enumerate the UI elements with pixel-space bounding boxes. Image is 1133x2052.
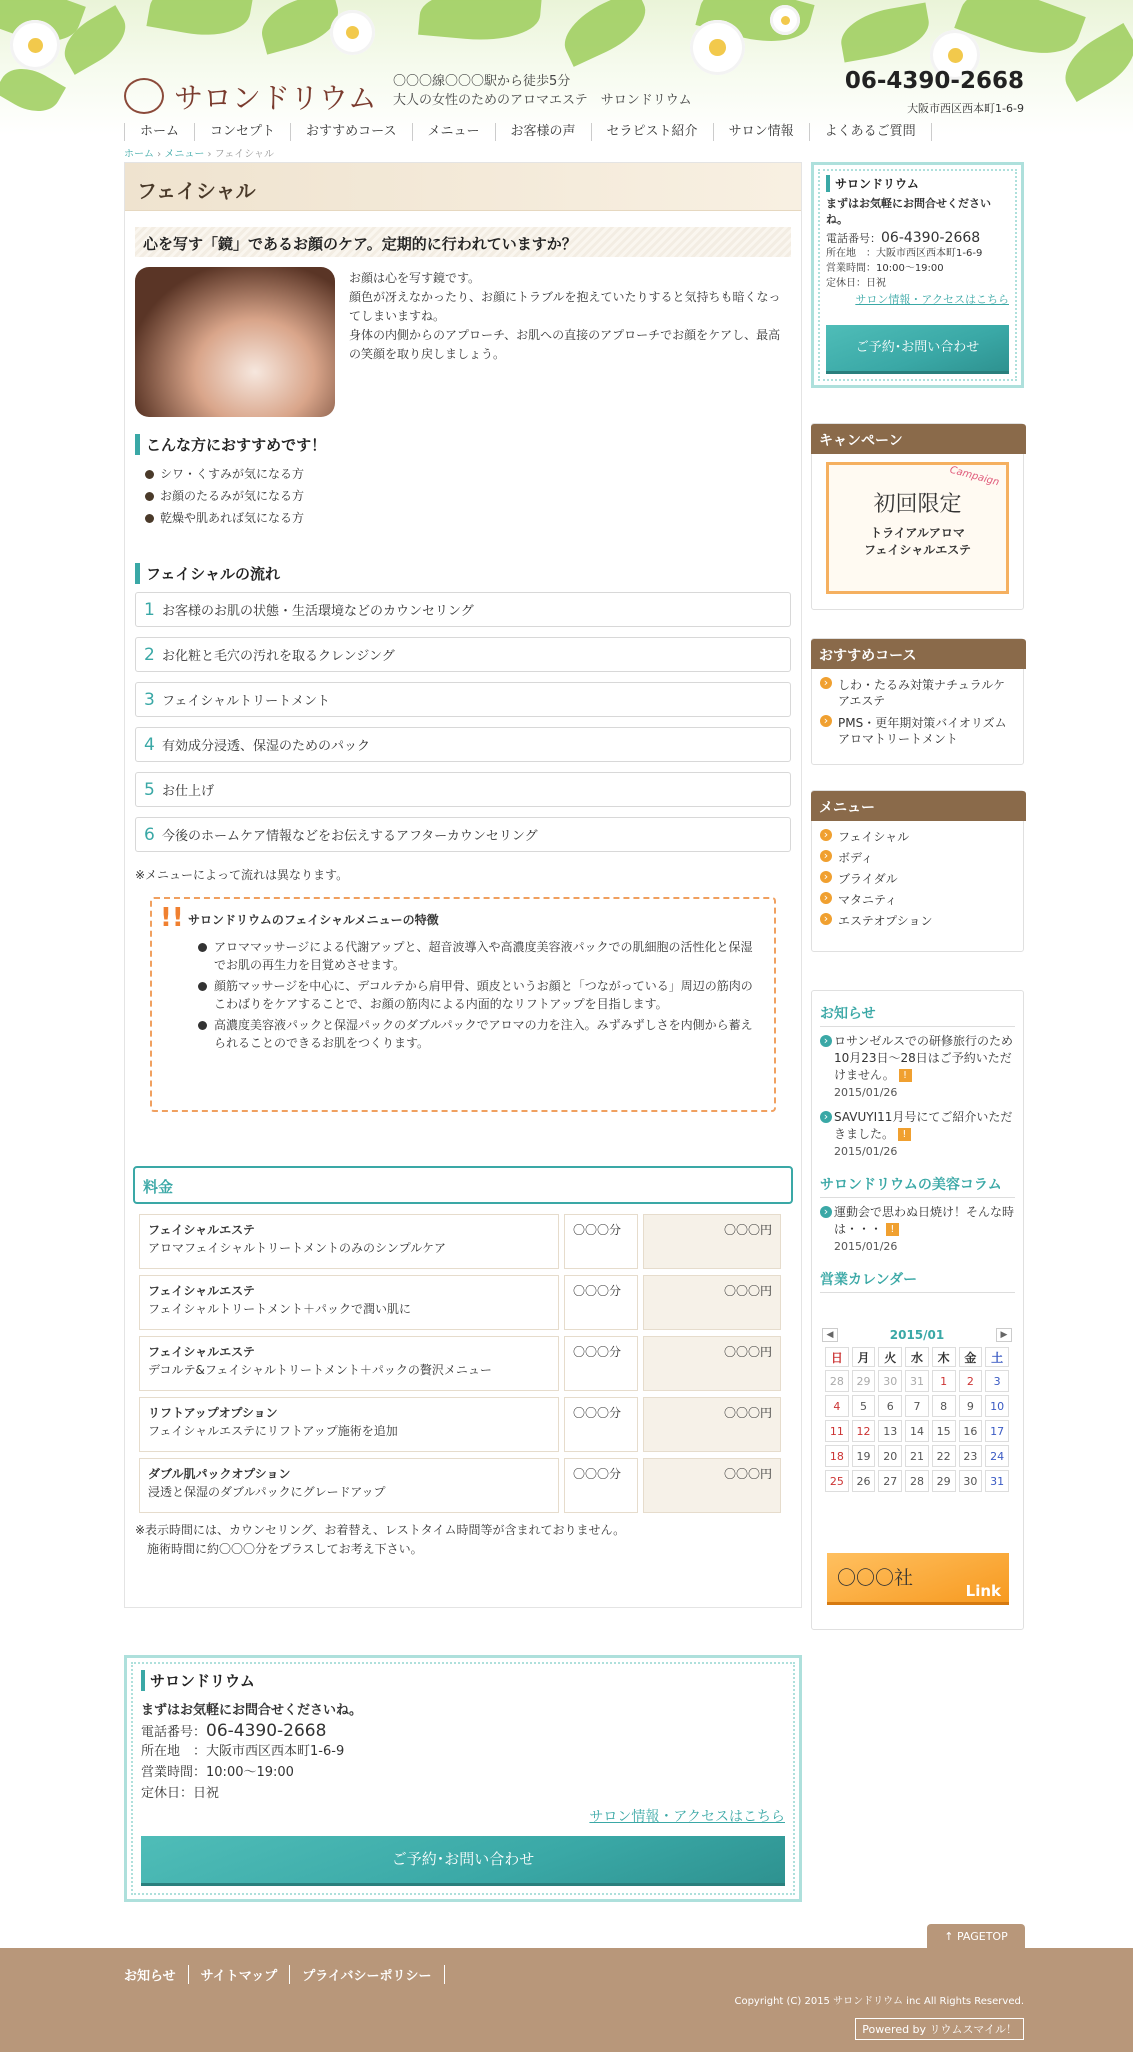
news-date: 2015/01/26 [834, 1086, 898, 1099]
step-text: お化粧と毛穴の汚れを取るクレンジング [162, 649, 395, 664]
price-time: 〇〇〇分 [564, 1336, 638, 1391]
campaign-banner[interactable] [826, 462, 1009, 594]
new-badge: ! [898, 1128, 911, 1141]
page-title: フェイシャル [125, 163, 801, 211]
holiday-label: 定休日： [141, 1786, 194, 1801]
calendar-prev-icon[interactable]: ◀ [822, 1328, 838, 1342]
price-name-cell [139, 1397, 559, 1452]
tel-label: 電話番号： [826, 232, 881, 245]
flower-decoration [690, 20, 745, 75]
feature-box [150, 897, 776, 1112]
access-link[interactable]: サロン情報・アクセスはこちら [855, 293, 1009, 306]
contact-addr: 大阪市西区西本町1-6-9 [876, 248, 983, 259]
hours-label: 営業時間： [826, 263, 876, 274]
tagline [393, 72, 692, 110]
step-text: フェイシャルトリートメント [162, 694, 330, 709]
contact-box-side [811, 162, 1024, 388]
price-name: リフトアップオプション [148, 1406, 278, 1420]
table-row [139, 1214, 787, 1269]
price-desc: フェイシャルトリートメント＋パックで潤い肌に [148, 1302, 412, 1316]
column-item[interactable] [820, 1204, 1015, 1255]
flow-step [135, 637, 791, 672]
tel-label: 電話番号： [141, 1725, 207, 1740]
calendar-day: 30 [878, 1370, 902, 1392]
step-number: 6 [144, 824, 155, 845]
contact-addr-row [826, 246, 1009, 261]
menu-link[interactable]: › エステオプション [820, 913, 1015, 929]
flow-list [135, 592, 791, 852]
calendar-day: 31 [985, 1470, 1009, 1492]
calendar-day: 6 [878, 1395, 902, 1417]
calendar-day: 30 [959, 1470, 983, 1492]
facial-photo [135, 267, 335, 417]
menu-box [811, 790, 1024, 952]
calendar-day: 2 [959, 1370, 983, 1392]
menu-list [812, 829, 1023, 929]
course-box [811, 638, 1024, 765]
table-row [139, 1336, 787, 1391]
calendar-week [825, 1395, 1009, 1417]
news-heading: お知らせ [820, 1003, 1015, 1027]
calendar-day: 19 [852, 1445, 876, 1467]
info-box [811, 990, 1024, 1630]
pagetop-button[interactable]: ↑ PAGETOP [927, 1924, 1025, 1949]
step-text: 有効成分浸透、保湿のためのパック [162, 739, 371, 754]
list-item: 乾燥や肌あれば気になる方 [145, 507, 801, 529]
nav-item[interactable]: お客様の声 [496, 123, 592, 141]
calendar-day: 21 [905, 1445, 929, 1467]
price-value: 〇〇〇円 [643, 1275, 781, 1330]
hours-label: 営業時間： [141, 1765, 207, 1780]
calendar-heading: 営業カレンダー [820, 1269, 1015, 1293]
step-number: 4 [144, 734, 155, 755]
logo-icon [124, 78, 164, 114]
tagline-line: 〇〇〇線〇〇〇駅から徒歩5分 [393, 74, 571, 89]
calendar-day: 20 [878, 1445, 902, 1467]
price-name-cell [139, 1336, 559, 1391]
feature-list [188, 938, 756, 1052]
flow-step [135, 682, 791, 717]
weekday: 木 [932, 1347, 956, 1367]
exclamation-icon: !! [160, 903, 184, 933]
nav-item[interactable]: セラピスト紹介 [592, 123, 714, 141]
leaf-decoration [837, 3, 933, 63]
price-name: フェイシャルエステ [148, 1345, 255, 1359]
price-name: ダブル肌パックオプション [148, 1467, 291, 1481]
contact-tel[interactable]: 06-4390-2668 [206, 1721, 327, 1741]
price-desc: アロマフェイシャルトリートメントのみのシンプルケア [148, 1241, 447, 1255]
global-nav [124, 120, 932, 144]
price-name: フェイシャルエステ [148, 1223, 255, 1237]
news-title: ロサンゼルスでの研修旅行のため10月23日～28日はご予約いただけません。 [834, 1034, 1014, 1082]
weekday: 金 [959, 1347, 983, 1367]
copyright: Copyright (C) 2015 サロンドリウム inc All Rights Reserved. [734, 1996, 1024, 2007]
calendar-day: 16 [959, 1420, 983, 1442]
breadcrumb-current: フェイシャル [214, 149, 275, 160]
new-badge: ! [886, 1223, 899, 1236]
addr-label: 所在地 ： [826, 248, 876, 259]
calendar-day: 15 [932, 1420, 956, 1442]
addr-label: 所在地 ： [141, 1744, 207, 1759]
price-name-cell [139, 1214, 559, 1269]
contact-holiday: 日祝 [866, 278, 886, 289]
breadcrumb-home[interactable]: ホーム [124, 149, 154, 160]
price-time: 〇〇〇分 [564, 1458, 638, 1513]
header-phone[interactable]: 06-4390-2668 [844, 68, 1024, 94]
menu-heading: メニュー [811, 791, 1026, 821]
price-desc: 浸透と保湿のダブルパックにグレードアップ [148, 1485, 386, 1499]
flow-heading: フェイシャルの流れ [135, 563, 791, 584]
nav-item[interactable]: おすすめコース [291, 123, 412, 141]
calendar-day: 25 [825, 1470, 849, 1492]
contact-hours: 10:00～19:00 [206, 1765, 294, 1780]
weekday: 火 [878, 1347, 902, 1367]
price-table [139, 1214, 787, 1513]
breadcrumb [124, 145, 274, 160]
column-title: 運動会で思わぬ日焼け！そんな時は・・・ [834, 1205, 1015, 1236]
weekday: 土 [985, 1347, 1009, 1367]
campaign-heading: キャンペーン [811, 424, 1026, 454]
flower-decoration [770, 5, 800, 35]
calendar-week [825, 1470, 1009, 1492]
price-time: 〇〇〇分 [564, 1397, 638, 1452]
list-item: シワ・くすみが気になる方 [145, 463, 801, 485]
course-link[interactable]: › しわ・たるみ対策ナチュラルケアエステ [820, 677, 1015, 709]
price-note [135, 1521, 791, 1559]
calendar-month: 2015/01 [889, 1328, 945, 1342]
calendar-day: 31 [905, 1370, 929, 1392]
table-row [139, 1397, 787, 1452]
calendar-day: 11 [825, 1420, 849, 1442]
calendar-day: 8 [932, 1395, 956, 1417]
course-list [812, 677, 1023, 747]
recommend-heading: こんな方におすすめです！ [135, 434, 791, 455]
calendar-day: 24 [985, 1445, 1009, 1467]
tagline-line: 大人の女性のためのアロマエステ サロンドリウム [393, 93, 692, 108]
calendar-day: 5 [852, 1395, 876, 1417]
contact-hours-row [141, 1762, 785, 1783]
main-content [124, 162, 802, 1608]
footer-nav [124, 1965, 457, 1984]
calendar-day: 1 [932, 1370, 956, 1392]
flower-decoration [330, 10, 375, 55]
breadcrumb-menu[interactable]: メニュー [164, 149, 205, 160]
new-badge: ! [899, 1069, 912, 1082]
news-item[interactable] [820, 1109, 1015, 1160]
contact-holiday: 日祝 [193, 1786, 220, 1801]
calendar-day: 26 [852, 1470, 876, 1492]
step-text: お仕上げ [162, 784, 215, 799]
menu-link[interactable]: › フェイシャル [820, 829, 1015, 845]
table-row [139, 1458, 787, 1513]
news-date: 2015/01/26 [834, 1145, 898, 1158]
calendar-next-icon[interactable]: ▶ [996, 1328, 1012, 1342]
weekday: 日 [825, 1347, 849, 1367]
breadcrumb-sep: › [204, 149, 215, 160]
campaign-small: トライアルアロマ [870, 526, 965, 540]
footer-link[interactable]: お知らせ [124, 1965, 189, 1984]
calendar-week [825, 1445, 1009, 1467]
access-link[interactable]: サロン情報・アクセスはこちら [589, 1809, 785, 1825]
calendar-day: 28 [905, 1470, 929, 1492]
contact-tel-row [141, 1721, 785, 1741]
contact-addr: 大阪市西区西本町1-6-9 [206, 1744, 345, 1759]
feature-title: サロンドリウムのフェイシャルメニューの特徴 [188, 913, 439, 927]
news-item[interactable] [820, 1033, 1015, 1101]
course-link[interactable]: › PMS・更年期対策バイオリズムアロマトリートメント [820, 715, 1015, 747]
weekday: 月 [852, 1347, 876, 1367]
price-name-cell [139, 1458, 559, 1513]
price-time: 〇〇〇分 [564, 1214, 638, 1269]
column-heading: サロンドリウムの美容コラム [820, 1174, 1015, 1198]
flow-step [135, 817, 791, 852]
calendar-week [825, 1370, 1009, 1392]
calendar-day: 3 [985, 1370, 1009, 1392]
weekday: 水 [905, 1347, 929, 1367]
calendar-day: 12 [852, 1420, 876, 1442]
flower-decoration [10, 20, 60, 70]
step-number: 5 [144, 779, 155, 800]
calendar-day: 10 [985, 1395, 1009, 1417]
campaign-tag: Campaign [948, 464, 1001, 489]
price-value: 〇〇〇円 [643, 1458, 781, 1513]
banner-link: Link [965, 1582, 1001, 1600]
leaf-decoration [555, 0, 656, 67]
contact-name: サロンドリウム [141, 1670, 785, 1691]
step-number: 2 [144, 644, 155, 665]
calendar-day: 28 [825, 1370, 849, 1392]
contact-msg: まずはお気軽にお問合せくださいね。 [141, 1703, 363, 1718]
calendar-day: 29 [932, 1470, 956, 1492]
flow-step [135, 727, 791, 762]
flow-step [135, 592, 791, 627]
price-note-line: ※表示時間には、カウンセリング、お着替え、レストタイム時間等が含まれておりません。 [135, 1523, 626, 1537]
nav-item[interactable]: よくあるご質問 [810, 123, 932, 141]
intro-section [135, 267, 791, 422]
step-text: 今後のホームケア情報などをお伝えするアフターカウンセリング [162, 829, 538, 844]
nav-item[interactable]: ホーム [124, 123, 195, 141]
contact-holiday-row [826, 276, 1009, 291]
calendar-week [825, 1420, 1009, 1442]
step-number: 1 [144, 599, 155, 620]
calendar-day: 4 [825, 1395, 849, 1417]
contact-tel[interactable]: 06-4390-2668 [881, 230, 981, 246]
price-desc: フェイシャルエステにリフトアップ施術を追加 [148, 1424, 398, 1438]
news-title: SAVUYI11月号にてご紹介いただきました。 [834, 1110, 1013, 1141]
breadcrumb-sep: › [154, 149, 165, 160]
campaign-small: フェイシャルエステ [864, 543, 971, 557]
logo-text: サロンドリウム [174, 81, 377, 115]
course-heading: おすすめコース [811, 639, 1026, 669]
contact-hours-row [826, 261, 1009, 276]
step-number: 3 [144, 689, 155, 710]
calendar-day: 18 [825, 1445, 849, 1467]
leaf-decoration [418, 0, 542, 45]
list-item: 高濃度美容液パックと保湿パックのダブルパックでアロマの力を注入。みずみずしさを内側から蓄えられることのできるお肌をつくります。 [198, 1016, 756, 1052]
contact-hours: 10:00～19:00 [876, 263, 944, 274]
table-row [139, 1275, 787, 1330]
price-name-cell [139, 1275, 559, 1330]
price-value: 〇〇〇円 [643, 1397, 781, 1452]
price-desc: デコルテ&フェイシャルトリートメント＋パックの贅沢メニュー [148, 1363, 492, 1377]
lead-heading: 心を写す「鏡」であるお顔のケア。定期的に行われていますか？ [135, 227, 791, 257]
recommend-list [125, 463, 801, 529]
calendar-day: 17 [985, 1420, 1009, 1442]
business-calendar [822, 1328, 1012, 1495]
header-address: 大阪市西区西本町1-6-9 [907, 102, 1024, 115]
calendar-day: 27 [878, 1470, 902, 1492]
contact-holiday-row [141, 1783, 785, 1804]
header [0, 0, 1133, 135]
calendar-header [822, 1328, 1012, 1342]
price-note-line: 施術時間に約〇〇〇分をプラスしてお考え下さい。 [135, 1542, 423, 1556]
list-item: アロママッサージによる代謝アップと、超音波導入や高濃度美容液パックでの肌細胞の活性化と保湿でお肌の再生力を目覚めさせます。 [198, 938, 756, 974]
menu-link[interactable]: › マタニティ [820, 892, 1015, 908]
leaf-decoration [146, 0, 253, 43]
contact-tel-row [826, 230, 1009, 246]
calendar-day: 23 [959, 1445, 983, 1467]
nav-item[interactable]: メニュー [413, 123, 496, 141]
calendar-table [822, 1344, 1012, 1495]
calendar-day: 22 [932, 1445, 956, 1467]
price-time: 〇〇〇分 [564, 1275, 638, 1330]
price-name: フェイシャルエステ [148, 1284, 255, 1298]
price-heading: 料金 [133, 1166, 793, 1204]
reserve-button[interactable]: ご予約･お問い合わせ [141, 1836, 785, 1886]
contact-msg: まずはお気軽にお問合せくださいね。 [826, 197, 991, 226]
menu-link[interactable]: › ボディ [820, 850, 1015, 866]
footer-link[interactable]: プライバシーポリシー [302, 1965, 444, 1984]
price-value: 〇〇〇円 [643, 1214, 781, 1269]
list-item: お顔のたるみが気になる方 [145, 485, 801, 507]
calendar-day: 9 [959, 1395, 983, 1417]
list-item: 顔筋マッサージを中心に、デコルテから肩甲骨、頭皮というお顔と「つながっている」周辺の筋肉のこわばりをケアすることで、お顔の筋肉による内面的なリフトアップを目指します。 [198, 977, 756, 1013]
site-logo[interactable] [124, 76, 376, 116]
flow-step [135, 772, 791, 807]
menu-link[interactable]: › ブライダル [820, 871, 1015, 887]
partner-banner[interactable] [827, 1553, 1009, 1605]
flow-note: ※メニューによって流れは異なります。 [135, 868, 349, 882]
contact-name: サロンドリウム [826, 175, 1009, 192]
contact-addr-row [141, 1741, 785, 1762]
nav-item[interactable]: コンセプト [195, 123, 291, 141]
holiday-label: 定休日： [826, 278, 866, 289]
powered-by[interactable]: Powered by リウムスマイル！ [855, 2018, 1024, 2040]
calendar-day: 13 [878, 1420, 902, 1442]
campaign-big: 初回限定 [873, 492, 962, 517]
nav-item[interactable]: サロン情報 [714, 123, 810, 141]
campaign-box [811, 423, 1024, 610]
reserve-button[interactable]: ご予約･お問い合わせ [826, 325, 1009, 374]
contact-box-main [124, 1655, 802, 1902]
calendar-day: 14 [905, 1420, 929, 1442]
calendar-day: 7 [905, 1395, 929, 1417]
step-text: お客様のお肌の状態・生活環境などのカウンセリング [162, 604, 474, 619]
banner-text: 〇〇〇社 [837, 1567, 914, 1589]
price-value: 〇〇〇円 [643, 1336, 781, 1391]
calendar-day: 29 [852, 1370, 876, 1392]
calendar-weekdays [825, 1347, 1009, 1367]
footer-link[interactable]: サイトマップ [201, 1965, 291, 1984]
column-date: 2015/01/26 [834, 1240, 898, 1253]
intro-text: お顔は心を写す鏡です。 顔色が冴えなかったり、お顔にトラブルを抱えていたりすると気持ちも暗くなってしまいますね。 身体の内側からのアプローチ、お肌への直接のアプローチでお顔をケアし、最高の笑顔を取り戻しましょう。 [349, 271, 781, 361]
